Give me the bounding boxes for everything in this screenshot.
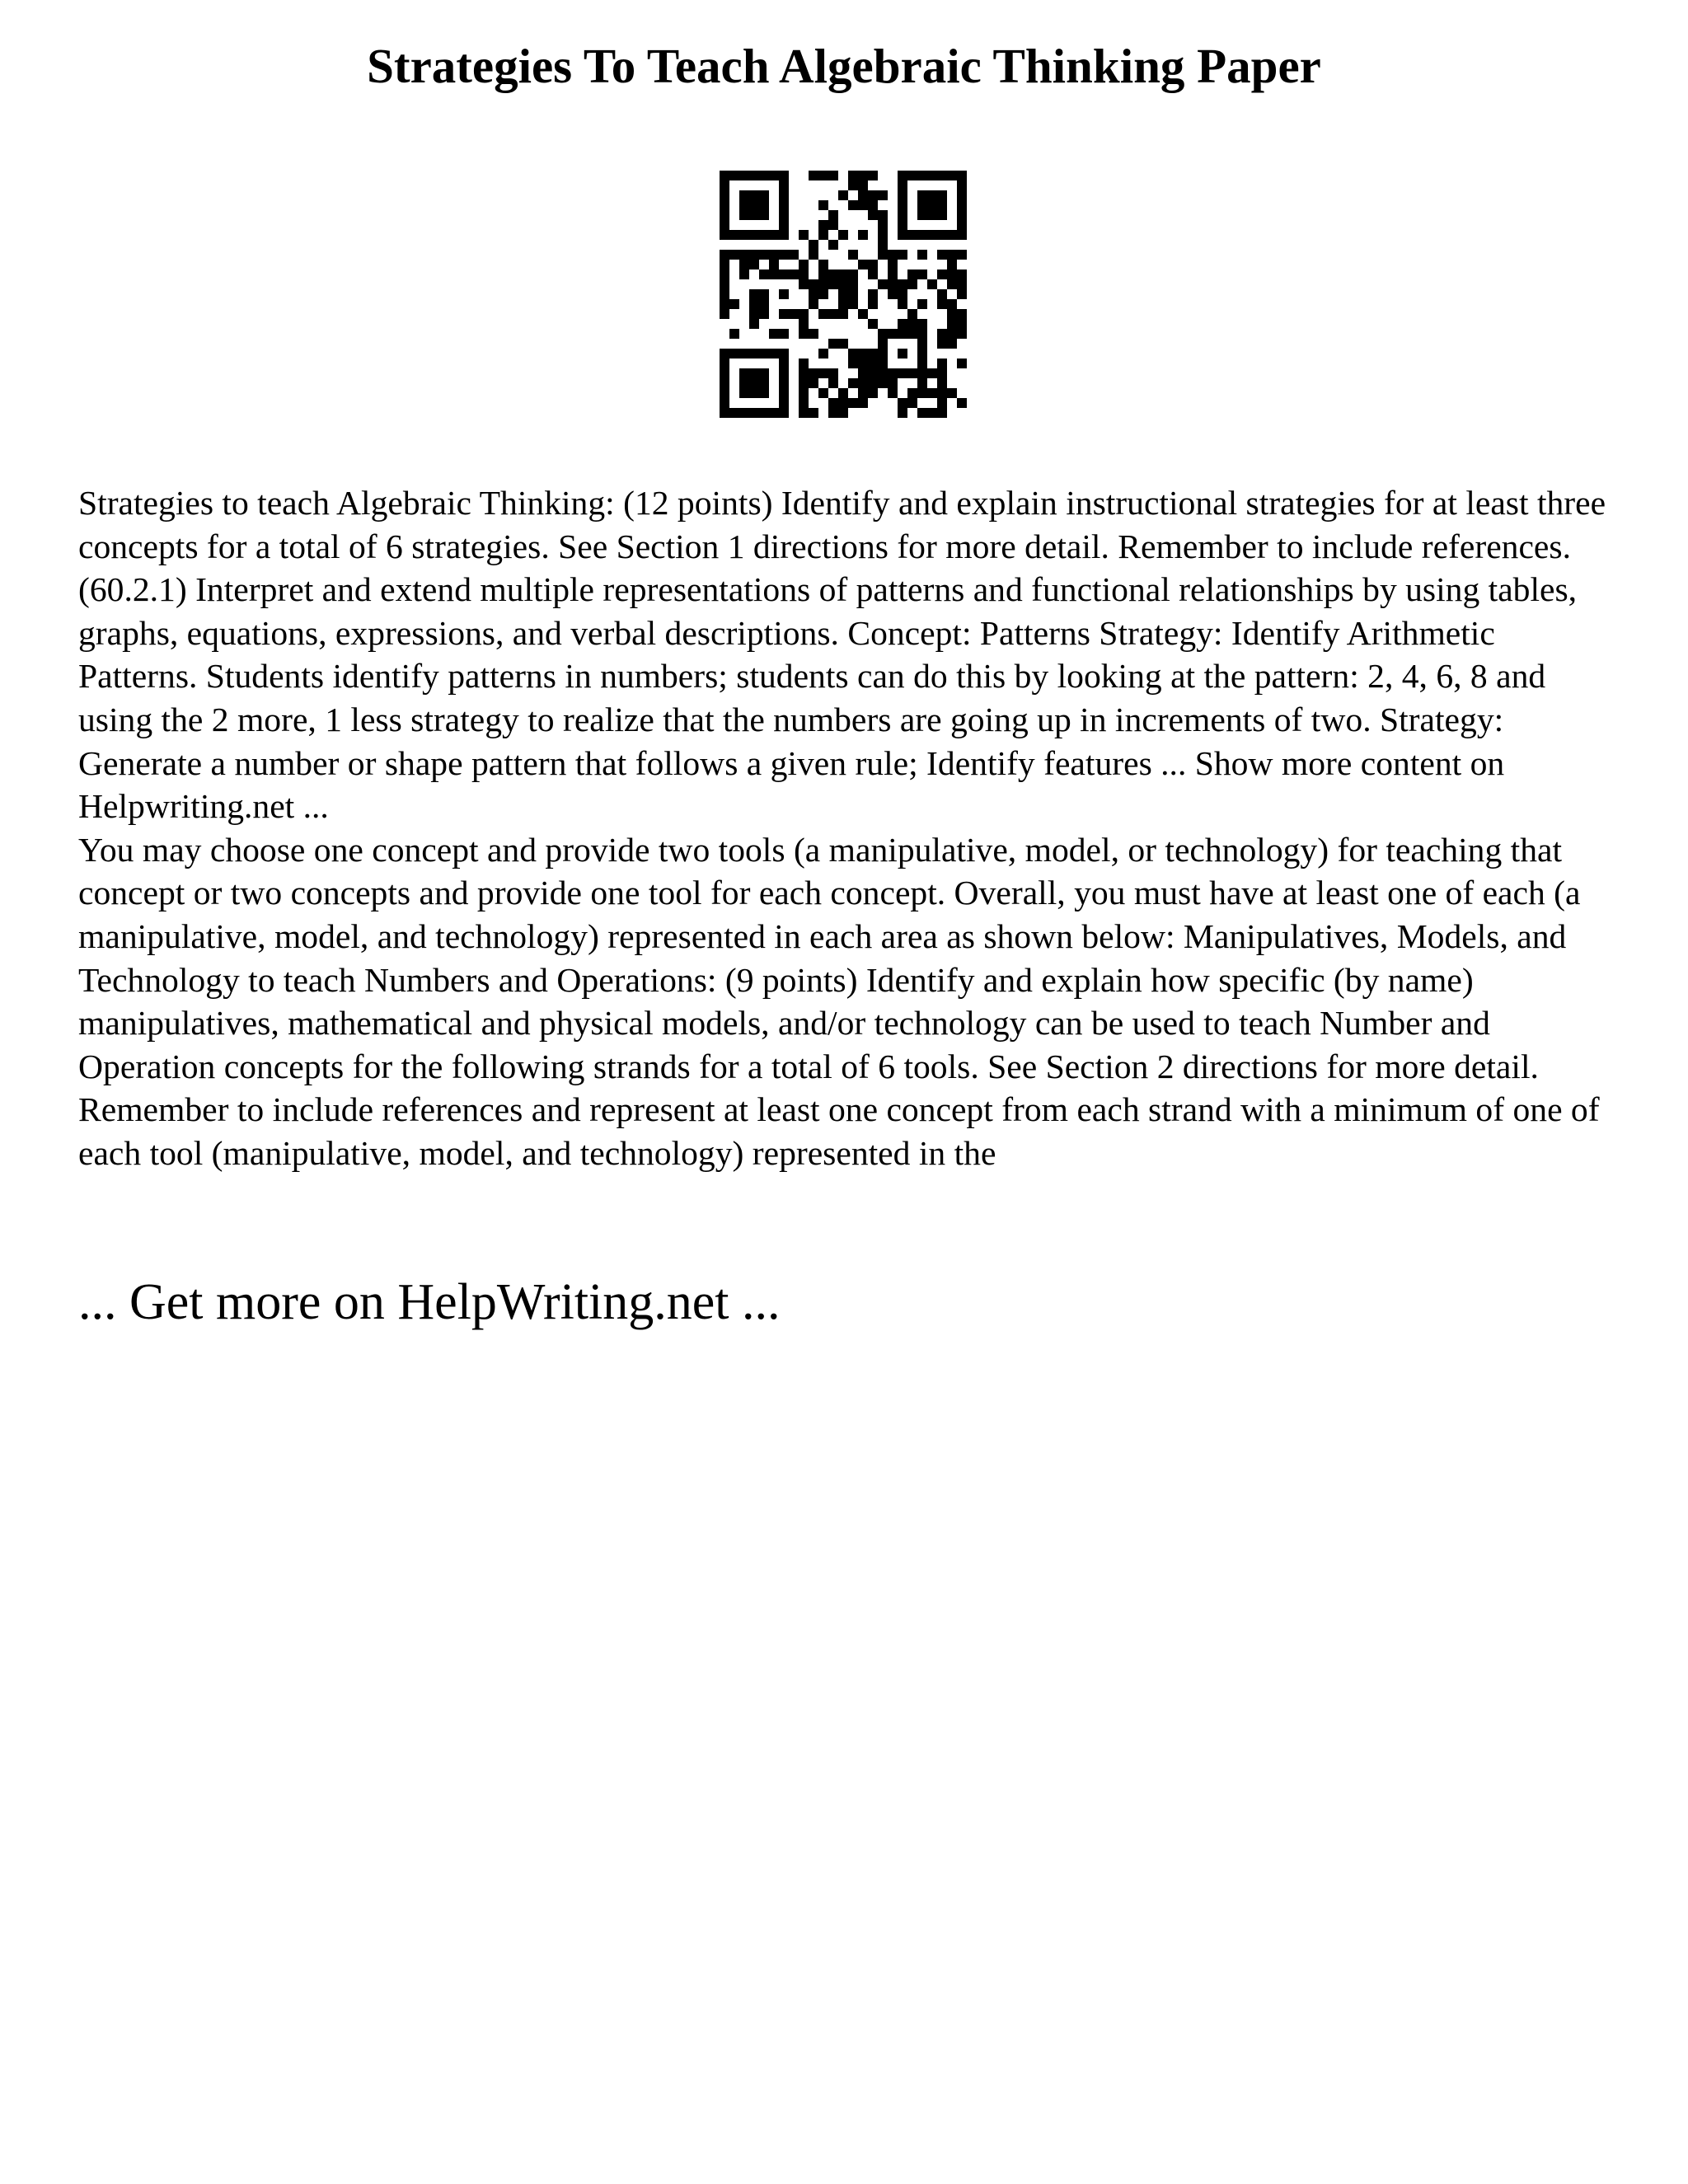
document-body [78, 481, 1611, 1175]
get-more-link[interactable]: ... Get more on HelpWriting.net ... [78, 1274, 781, 1330]
qr-code-icon [720, 171, 967, 418]
body-paragraph-1: Strategies to teach Algebraic Thinking: (12 points) Identify and explain instructional strategies for at least three concepts for a total of 6 strategies. See Section 1 directions for more detail. Remember to include references. (60.2.1) Interpret and extend multiple representations of patterns and functional relationships by using tables, graphs, equations, expressions, and verbal descriptions. Concept: Patterns Strategy: Identify Arithmetic Patterns. Students identify patterns in numbers; students can do this by looking at the pattern: 2, 4, 6, 8 and using the 2 more, 1 less strategy to realize that the numbers are going up in increments of two. Strategy: Generate a number or shape pattern that follows a given rule; Identify features ... Show more content on Helpwriting.net ... [78, 484, 1606, 826]
body-paragraph-2: You may choose one concept and provide two tools (a manipulative, model, or technology) for teaching that concept or two concepts and provide one tool for each concept. Overall, you must have at least one of each (a manipulative, model, and technology) represented in each area as shown below: Manipulatives, Models, and Technology to teach Numbers and Operations: (9 points) Identify and explain how specific (by name) manipulatives, mathematical and physical models, and/or technology can be used to teach Number and Operation concepts for the following strands for a total of 6 tools. See Section 2 directions for more detail. Remember to include references and represent at least one concept from each strand with a minimum of one of each tool (manipulative, model, and technology) represented in the [78, 830, 1600, 1172]
document-title: Strategies To Teach Algebraic Thinking Paper [367, 39, 1321, 93]
